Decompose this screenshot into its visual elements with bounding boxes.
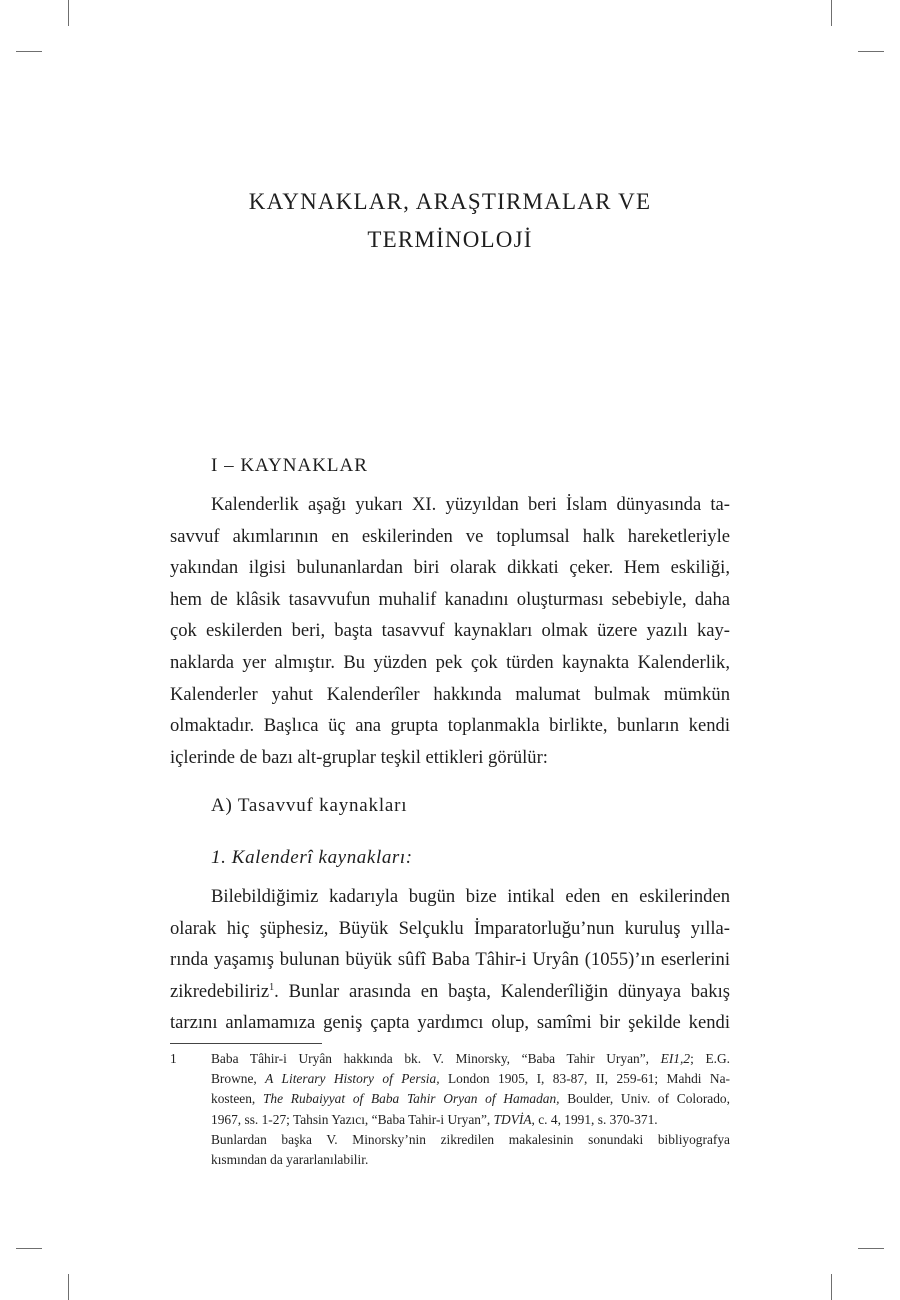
section-heading: I – KAYNAKLAR	[211, 455, 368, 476]
subsection-heading: A) Tasavvuf kaynakları	[211, 795, 408, 816]
crop-mark-bottom-left	[68, 1274, 69, 1300]
chapter-title-line-2: TERMİNOLOJİ	[367, 227, 533, 252]
paragraph-line: rında yaşamış bulunan büyük sûfî Baba Tâhir-i Uryân (1055)’ın eserlerini	[170, 949, 730, 971]
paragraph-line: yakından ilgisi bulunanlardan biri olarak dikkati çeker. Hem eskiliği,	[170, 557, 730, 579]
footnote-line	[211, 1069, 730, 1089]
paragraph-line: olmaktadır. Başlıca üç ana grupta toplanmakla birlikte, bunların kendi	[170, 715, 730, 737]
crop-mark-right-upper	[858, 51, 884, 52]
footnote-text: 1967, ss. 1-27; Tahsin Yazıcı, “Baba Tahir-i Uryan”,	[211, 1111, 494, 1127]
paragraph-line: içlerinde de bazı alt-gruplar teşkil ettikleri görülür:	[170, 746, 548, 768]
footnote-line	[211, 1049, 730, 1069]
paragraph-2	[170, 881, 730, 1039]
footnote-text: London 1905, I, 83-87, II, 259-61; Mahdi Na-	[439, 1071, 731, 1087]
line-text: zikredebiliriz	[170, 980, 270, 1002]
line-text: . Bunlar arasında en başta, Kalenderîliğin dünyaya bakış	[274, 980, 730, 1002]
subsubsection-heading: 1. Kalenderî kaynakları:	[211, 847, 413, 868]
chapter-title	[150, 183, 750, 259]
paragraph-line: tarzını anlamamıza geniş çapta yardımcı olup, samîmi bir şekilde kendi	[170, 1012, 730, 1034]
footnote-italic: The Rubaiyyat of Baba Tahir Oryan of Hamadan,	[262, 1091, 560, 1107]
footnote-line	[211, 1110, 730, 1130]
footnote-body	[211, 1049, 730, 1170]
paragraph-1	[170, 489, 730, 773]
footnote-line: kısmından da yararlanılabilir.	[211, 1152, 369, 1168]
footnote-text: , c. 4, 1991, s. 370-371.	[531, 1111, 658, 1127]
paragraph-line: çok eskilerden beri, başta tasavvuf kaynakları olmak üzere yazılı kay-	[170, 620, 730, 642]
footnote-number: 1	[170, 1051, 177, 1066]
footnote-line: Bunlardan başka V. Minorsky’nin zikredilen makalesinin sonundaki bibliyografya	[211, 1131, 730, 1147]
footnote-text: kosteen,	[211, 1091, 263, 1107]
footnote-italic: EI1,2	[660, 1051, 691, 1066]
chapter-title-line-1: KAYNAKLAR, ARAŞTIRMALAR VE	[248, 189, 652, 214]
paragraph-line: savvuf akımlarının en eskilerinden ve toplumsal halk hareketleriyle	[170, 525, 730, 547]
footnote-italic: TDVİA	[493, 1111, 532, 1127]
paragraph-line: olarak hiç şüphesiz, Büyük Selçuklu İmparatorluğu’nun kuruluş yılla-	[170, 917, 730, 939]
paragraph-line-with-note	[170, 976, 730, 1008]
footnote-text: ; E.G.	[690, 1051, 730, 1066]
footnote-divider	[170, 1043, 322, 1044]
footnote-line	[211, 1089, 730, 1109]
footnote-text: Boulder, Univ. of Colorado,	[559, 1091, 730, 1107]
footnote-text: Browne,	[211, 1071, 266, 1087]
crop-mark-bottom-right	[831, 1274, 832, 1300]
crop-mark-top-left	[68, 0, 69, 26]
footnote-marker[interactable]: 1	[269, 981, 275, 993]
crop-mark-left-lower	[16, 1248, 42, 1249]
paragraph-line: Kalenderlik aşağı yukarı XI. yüzyıldan beri İslam dünyasında ta-	[211, 494, 730, 515]
crop-mark-top-right	[831, 0, 832, 26]
crop-mark-right-lower	[858, 1248, 884, 1249]
crop-mark-left-upper	[16, 51, 42, 52]
paragraph-line: Bilebildiğimiz kadarıyla bugün bize intikal eden en eskilerinden	[211, 886, 730, 907]
paragraph-line: hem de klâsik tasavvufun muhalif kanadını oluşturması sebebiyle, daha	[170, 588, 730, 610]
paragraph-line: naklarda yer almıştır. Bu yüzden pek çok türden kaynakta Kalenderlik,	[170, 651, 730, 673]
footnote-italic: A Literary History of Persia,	[265, 1071, 440, 1087]
paragraph-line: Kalenderler yahut Kalenderîler hakkında malumat bulmak mümkün	[170, 683, 730, 705]
footnote-text: Baba Tâhir-i Uryân hakkında bk. V. Minorsky, “Baba Tahir Uryan”,	[211, 1051, 661, 1066]
